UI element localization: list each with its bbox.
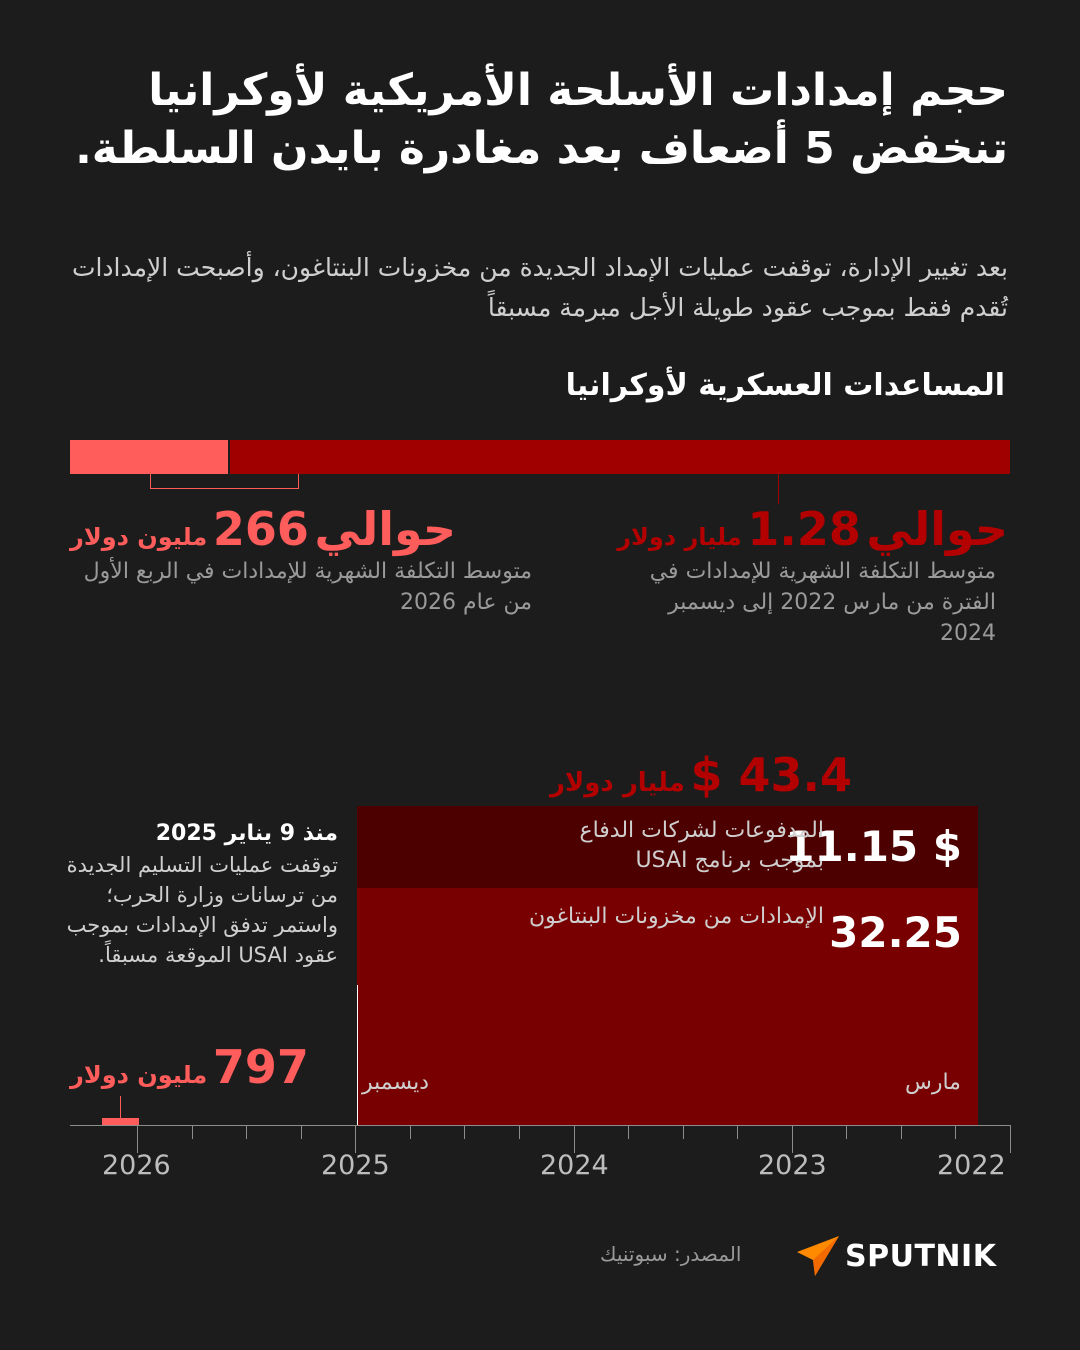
stocks-label: الإمدادات من مخزونات البنتاغون <box>529 904 824 929</box>
year-major-tick <box>137 1125 138 1153</box>
usai-value: 11.15 $ <box>785 822 962 871</box>
bar-biden-monthly <box>230 440 1010 474</box>
stat-biden-prefix: حوالي <box>866 502 1008 556</box>
bar-current-monthly <box>70 440 228 474</box>
stat-biden-desc: متوسط التكلفة الشهرية للإمدادات في الفترة من مارس 2022 إلى ديسمبر 2024 <box>649 559 996 646</box>
year-label-2024: 2024 <box>540 1150 609 1181</box>
quarter-minor-tick <box>410 1125 411 1139</box>
timeline-axis <box>70 1125 1010 1126</box>
stat-current-prefix: حوالي <box>314 502 457 556</box>
note-body: توقفت عمليات التسليم الجديدة من ترسانات وزارة الحرب؛ واستمر تدفق الإمدادات بموجب عقود USAI الموقعة مسبقاً. <box>66 853 338 967</box>
tick-since-2025 <box>120 1096 121 1118</box>
total-value: 43.4 $ <box>690 748 852 802</box>
sputnik-arrow-icon <box>795 1234 841 1278</box>
page-subtitle: بعد تغيير الإدارة، توقفت عمليات الإمداد الجديدة من مخزونات البنتاغون، وأصبحت الإمدادات تُقدم فقط بموجب عقود طويلة الأجل مبرمة مسبقاً <box>71 253 1008 322</box>
stat-since-2025 <box>70 1040 309 1094</box>
year-label-2026: 2026 <box>102 1150 171 1181</box>
note-divider <box>357 985 358 1125</box>
tick-biden <box>778 474 779 504</box>
quarter-minor-tick <box>519 1125 520 1139</box>
stat-biden-value: 1.28 <box>747 502 861 556</box>
quarter-minor-tick <box>955 1125 956 1139</box>
stat-current-desc: متوسط التكلفة الشهرية للإمدادات في الربع الأول من عام 2026 <box>83 559 532 615</box>
quarter-minor-tick <box>246 1125 247 1139</box>
quarter-minor-tick <box>192 1125 193 1139</box>
quarter-minor-tick <box>901 1125 902 1139</box>
quarter-minor-tick <box>737 1125 738 1139</box>
quarter-minor-tick <box>464 1125 465 1139</box>
year-label-2022: 2022 <box>937 1150 1006 1181</box>
period-end-label: ديسمبر <box>362 1070 430 1095</box>
section-title: المساعدات العسكرية لأوكرانيا <box>565 368 1005 403</box>
stat-biden-monthly <box>617 502 1008 556</box>
sputnik-logo <box>795 1234 996 1278</box>
brand-name: SPUTNIK <box>845 1238 997 1274</box>
quarter-minor-tick <box>683 1125 684 1139</box>
page-title: حجم إمدادات الأسلحة الأمريكية لأوكرانيا تنخفض 5 أضعاف بعد مغادرة بايدن السلطة. <box>75 65 1008 174</box>
stat-current-value: 266 <box>212 502 309 556</box>
stat-biden-unit: مليار دولار <box>617 523 742 551</box>
recent-unit: مليون دولار <box>70 1061 208 1089</box>
year-label-2025: 2025 <box>321 1150 390 1181</box>
period-start-label: مارس <box>905 1070 961 1095</box>
bar-since-2025 <box>102 1118 139 1125</box>
recent-value: 797 <box>212 1040 309 1094</box>
bracket-current <box>150 474 299 489</box>
year-major-tick <box>355 1125 356 1153</box>
year-major-tick <box>792 1125 793 1153</box>
year-label-2023: 2023 <box>758 1150 827 1181</box>
year-major-tick <box>1010 1125 1011 1153</box>
note-box <box>58 818 338 970</box>
stat-current-monthly <box>70 502 456 556</box>
total-unit: مليار دولار <box>549 768 685 798</box>
quarter-minor-tick <box>846 1125 847 1139</box>
source-note: المصدر: سبوتنيك <box>600 1242 742 1266</box>
stat-current-unit: مليون دولار <box>70 523 208 551</box>
quarter-minor-tick <box>301 1125 302 1139</box>
note-heading: منذ 9 يناير 2025 <box>155 821 338 846</box>
year-major-tick <box>574 1125 575 1153</box>
stocks-value: 32.25 <box>829 908 962 957</box>
usai-label: المدفوعات لشركات الدفاع بموجب برنامج USAI <box>579 818 824 873</box>
total-aid <box>500 748 852 802</box>
quarter-minor-tick <box>628 1125 629 1139</box>
